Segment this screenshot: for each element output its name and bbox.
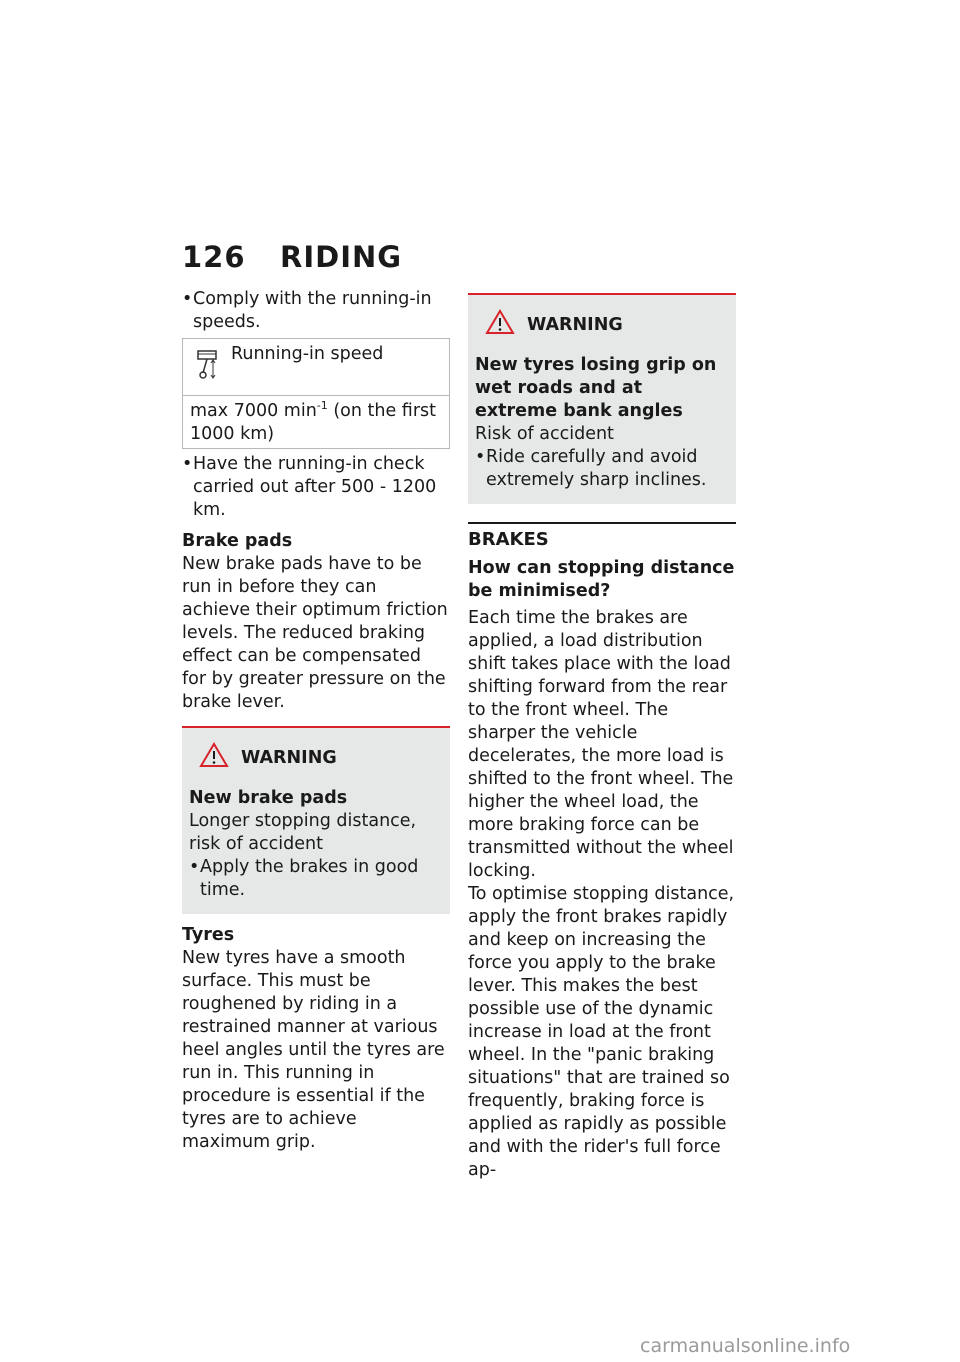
stopping-distance-question: How can stopping distance be minimised?	[468, 558, 735, 601]
warning-triangle-icon	[485, 309, 515, 342]
brakes-paragraph-2: To optimise stopping distance, apply the front brakes rapidly and keep on increasing the force you apply to the brake lever. This makes the best possible use of the dynamic increase in load at the front wheel. In the "panic braking situations" that are trained so frequently, braking force is applied as rapidly as possible and with the rider's full force ap-	[468, 884, 735, 1180]
warning-triangle-icon	[199, 742, 229, 775]
warning-title: New brake pads	[189, 788, 348, 808]
bullet-text: Ride carefully and avoid extremely sharp inclines.	[486, 447, 707, 490]
warning-title: New tyres losing grip on wet roads and at extreme bank angles	[475, 355, 717, 421]
spec-value: max 7000 $\min^{-1} (on$ the first 1000 km)	[190, 399, 436, 444]
bullet-icon: •	[182, 454, 193, 474]
list-item	[475, 446, 729, 492]
warning-label: WARNING	[527, 315, 623, 335]
running-in-speed-table	[182, 338, 450, 449]
brakes-heading: BRAKES	[468, 522, 736, 551]
left-column	[182, 288, 450, 1154]
tyres-title: Tyres	[182, 925, 235, 945]
bullet-text: Have the running-in check carried out after 500 - 1200 km.	[193, 454, 437, 520]
list-item	[189, 856, 443, 902]
warning-label: WARNING	[241, 748, 337, 768]
bullet-text: Apply the brakes in good time.	[200, 857, 419, 900]
watermark-text: carmanualsonline.info	[640, 1335, 851, 1357]
brakes-paragraph-1: Each time the brakes are applied, a load distribution shift takes place with the load shifting forward from the rear to the front wheel. The sharper the vehicle decelerates, the more load is shifted to the front wheel. The higher the wheel load, the more braking force can be transmitted without the wheel locking.	[468, 608, 734, 881]
warning-box-brake-pads	[182, 726, 450, 914]
bullet-icon: •	[182, 289, 193, 309]
brake-pads-text: New brake pads have to be run in before they can achieve their optimum friction levels. The reduced braking effect can be compensated for by greater pressure on the brake lever.	[182, 554, 448, 712]
section-title: RIDING	[280, 240, 403, 274]
tyres-text: New tyres have a smooth surface. This must be roughened by riding in a restrained manner at various heel angles until the tyres are run in. This running in procedure is essential if the tyres are to achieve maximum grip.	[182, 948, 445, 1152]
page-header	[182, 240, 402, 274]
page-number: 126	[182, 240, 246, 274]
brake-pads-title: Brake pads	[182, 531, 293, 551]
bullet-icon: •	[189, 857, 200, 877]
warning-box-new-tyres	[468, 293, 736, 504]
warning-text: Risk of accident	[475, 424, 614, 444]
list-item	[182, 453, 450, 522]
bullet-icon: •	[475, 447, 486, 467]
list-item	[182, 288, 450, 334]
right-column	[468, 288, 736, 1182]
bullet-text: Comply with the running-in speeds.	[193, 289, 432, 332]
warning-text: Longer stopping distance, risk of accident	[189, 811, 417, 854]
spec-label: Running-in speed	[231, 344, 384, 364]
engine-piston-icon	[183, 339, 231, 395]
